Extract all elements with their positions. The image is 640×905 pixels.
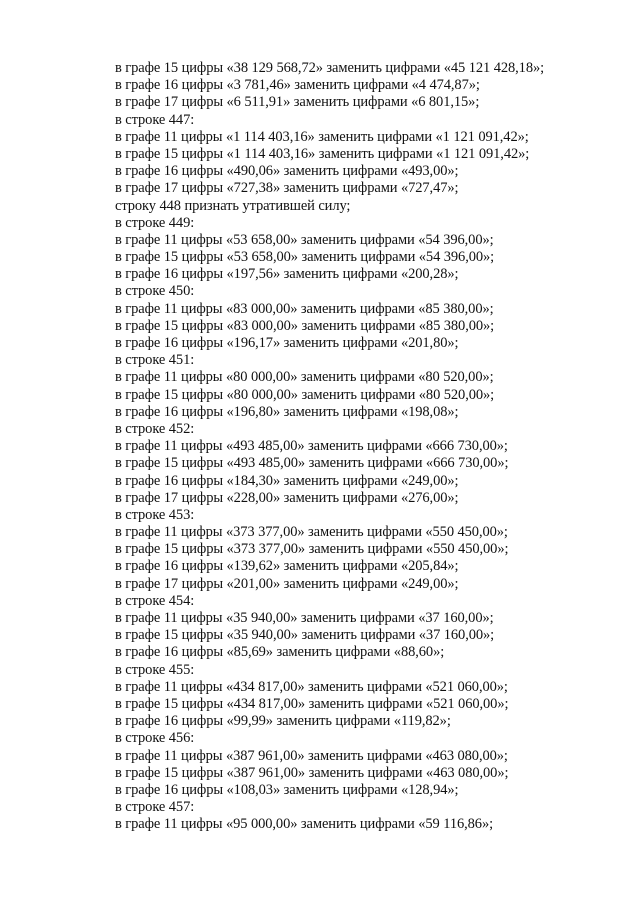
text-line: в графе 15 цифры «493 485,00» заменить цифрами «666 730,00»; <box>115 455 509 472</box>
text-line: в графе 15 цифры «373 377,00» заменить цифрами «550 450,00»; <box>115 541 509 558</box>
text-line: в графе 16 цифры «490,06» заменить цифрами «493,00»; <box>115 163 459 180</box>
text-line: в графе 16 цифры «139,62» заменить цифрами «205,84»; <box>115 558 459 575</box>
text-line: в графе 17 цифры «201,00» заменить цифрами «249,00»; <box>115 575 459 592</box>
text-line: в графе 15 цифры «80 000,00» заменить цифрами «80 520,00»; <box>115 386 495 403</box>
text-line: в графе 16 цифры «196,17» заменить цифрами «201,80»; <box>115 335 459 351</box>
text-line: в графе 11 цифры «53 658,00» заменить цифрами «54 396,00»; <box>115 231 494 248</box>
text-line: в графе 16 цифры «196,80» заменить цифрами «198,08»; <box>115 403 459 420</box>
text-line: в графе 11 цифры «493 485,00» заменить цифрами «666 730,00»; <box>115 438 508 455</box>
text-line: в строке 447: <box>115 111 195 128</box>
text-line: в строке 454: <box>115 592 195 609</box>
text-line: в строке 453: <box>115 506 195 523</box>
text-line: в графе 15 цифры «434 817,00» заменить цифрами «521 060,00»; <box>115 695 509 712</box>
text-line: в графе 15 цифры «83 000,00» заменить цифрами «85 380,00»; <box>115 317 495 334</box>
text-line: в графе 11 цифры «434 817,00» заменить цифрами «521 060,00»; <box>115 678 508 695</box>
amendment-text-block <box>115 60 595 833</box>
text-line: в графе 11 цифры «35 940,00» заменить цифрами «37 160,00»; <box>115 610 494 626</box>
text-line: в графе 17 цифры «727,38» заменить цифрами «727,47»; <box>115 180 459 197</box>
text-line: в строке 455: <box>115 661 195 678</box>
text-line: в графе 16 цифры «99,99» заменить цифрами «119,82»; <box>115 713 451 730</box>
text-line: в графе 11 цифры «80 000,00» заменить цифрами «80 520,00»; <box>115 369 494 386</box>
text-line: в графе 11 цифры «1 114 403,16» заменить цифрами «1 121 091,42»; <box>115 128 529 145</box>
text-line: в графе 17 цифры «6 511,91» заменить цифрами «6 801,15»; <box>115 94 480 111</box>
text-line: в графе 11 цифры «387 961,00» заменить цифрами «463 080,00»; <box>115 747 508 764</box>
text-line: в строке 452: <box>115 420 195 437</box>
text-line: в графе 15 цифры «38 129 568,72» заменить цифрами «45 121 428,18»; <box>115 60 545 76</box>
text-line: строку 448 признать утратившей силу; <box>115 197 351 214</box>
text-line: в строке 457: <box>115 799 195 816</box>
text-line: в графе 16 цифры «3 781,46» заменить цифрами «4 474,87»; <box>115 77 480 94</box>
text-line: в графе 15 цифры «1 114 403,16» заменить цифрами «1 121 091,42»; <box>115 145 530 162</box>
text-line: в графе 11 цифры «373 377,00» заменить цифрами «550 450,00»; <box>115 524 508 541</box>
text-line: в графе 16 цифры «85,69» заменить цифрами «88,60»; <box>115 644 445 661</box>
text-line: в графе 16 цифры «197,56» заменить цифрами «200,28»; <box>115 266 459 283</box>
text-line: в графе 17 цифры «228,00» заменить цифрами «276,00»; <box>115 489 459 506</box>
text-line: в графе 15 цифры «35 940,00» заменить цифрами «37 160,00»; <box>115 627 495 644</box>
text-line: в графе 16 цифры «108,03» заменить цифрами «128,94»; <box>115 781 459 798</box>
text-line: в строке 450: <box>115 283 195 300</box>
text-line: в строке 449: <box>115 214 195 231</box>
text-line: в строке 456: <box>115 730 195 747</box>
text-line: в графе 11 цифры «95 000,00» заменить цифрами «59 116,86»; <box>115 816 494 833</box>
text-line: в графе 15 цифры «53 658,00» заменить цифрами «54 396,00»; <box>115 249 495 266</box>
text-line: в графе 16 цифры «184,30» заменить цифрами «249,00»; <box>115 472 459 489</box>
text-line: в графе 15 цифры «387 961,00» заменить цифрами «463 080,00»; <box>115 764 509 781</box>
text-line: в строке 451: <box>115 352 195 369</box>
text-line: в графе 11 цифры «83 000,00» заменить цифрами «85 380,00»; <box>115 300 494 317</box>
